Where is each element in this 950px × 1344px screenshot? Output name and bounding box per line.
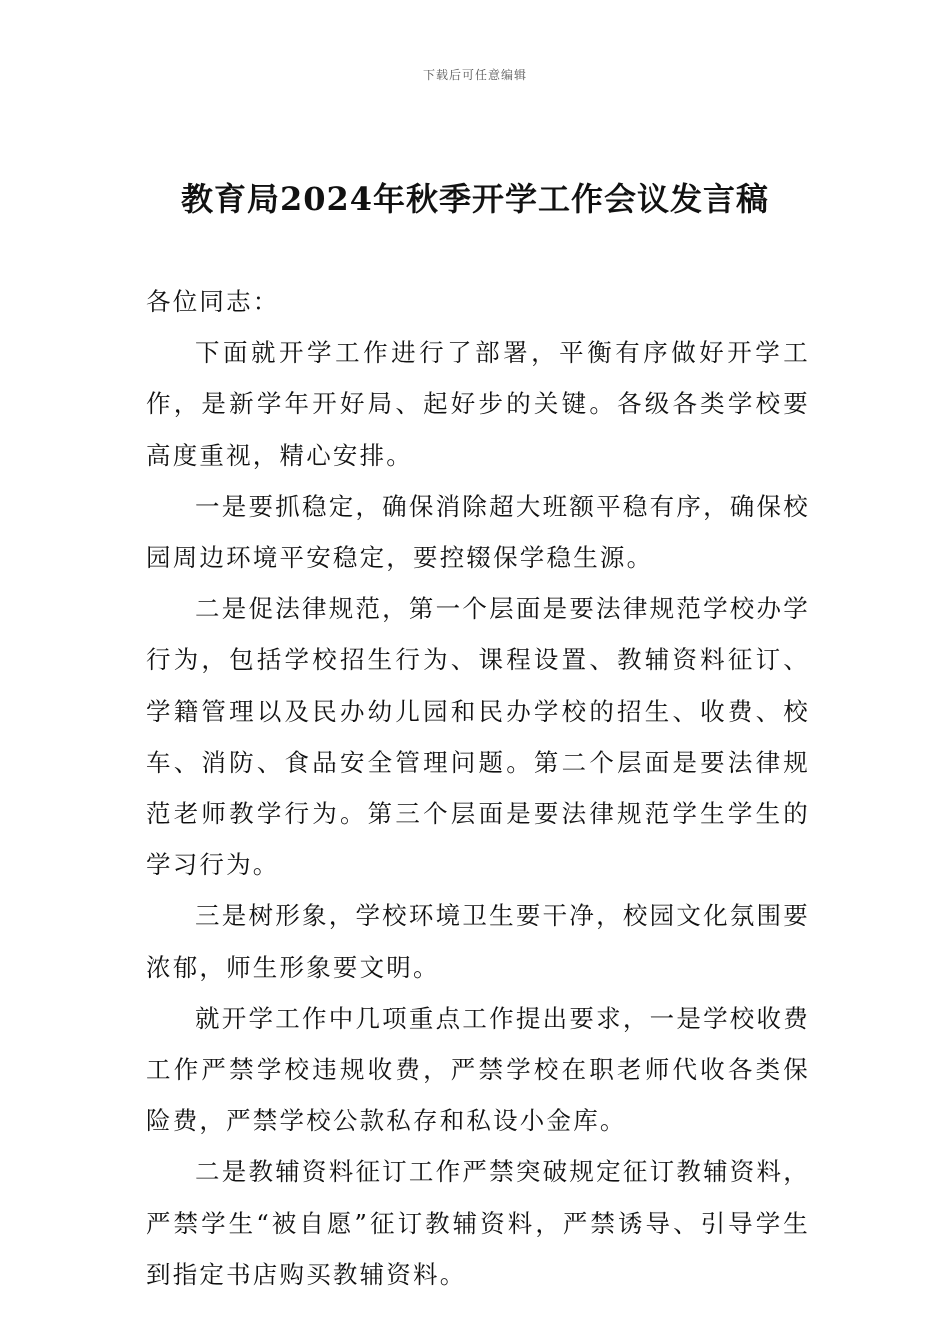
paragraph-1: 下面就开学工作进行了部署，平衡有序做好开学工作，是新学年开好局、起好步的关键。各级各类学校要高度重视，精心安排。	[146, 338, 810, 470]
header-note: 下载后可任意编辑	[422, 68, 527, 82]
salutation: 各位同志：	[146, 287, 280, 316]
document-body	[146, 276, 810, 1300]
document-title: 教育局2024年秋季开学工作会议发言稿	[180, 180, 770, 218]
paragraph-2: 一是要抓稳定，确保消除超大班额平稳有序，确保校园周边环境平安稳定，要控辍保学稳生源。	[146, 491, 810, 573]
paragraph-5: 就开学工作中几项重点工作提出要求，一是学校收费工作严禁学校违规收费，严禁学校在职老师代收各类保险费，严禁学校公款私存和私设小金库。	[146, 1003, 810, 1136]
paragraph-6: 二是教辅资料征订工作严禁突破规定征订教辅资料，严禁学生“被自愿”征订教辅资料，严禁诱导、引导学生到指定书店购买教辅资料。	[146, 1157, 810, 1289]
paragraph-3: 二是促法律规范，第一个层面是要法律规范学校办学行为，包括学校招生行为、课程设置、教辅资料征订、学籍管理以及民办幼儿园和民办学校的招生、收费、校车、消防、食品安全管理问题。第二个层面是要法律规范老师教学行为。第三个层面是要法律规范学生学生的学习行为。	[146, 594, 810, 880]
paragraph-4: 三是树形象，学校环境卫生要干净，校园文化氛围要浓郁，师生形象要文明。	[146, 901, 810, 982]
